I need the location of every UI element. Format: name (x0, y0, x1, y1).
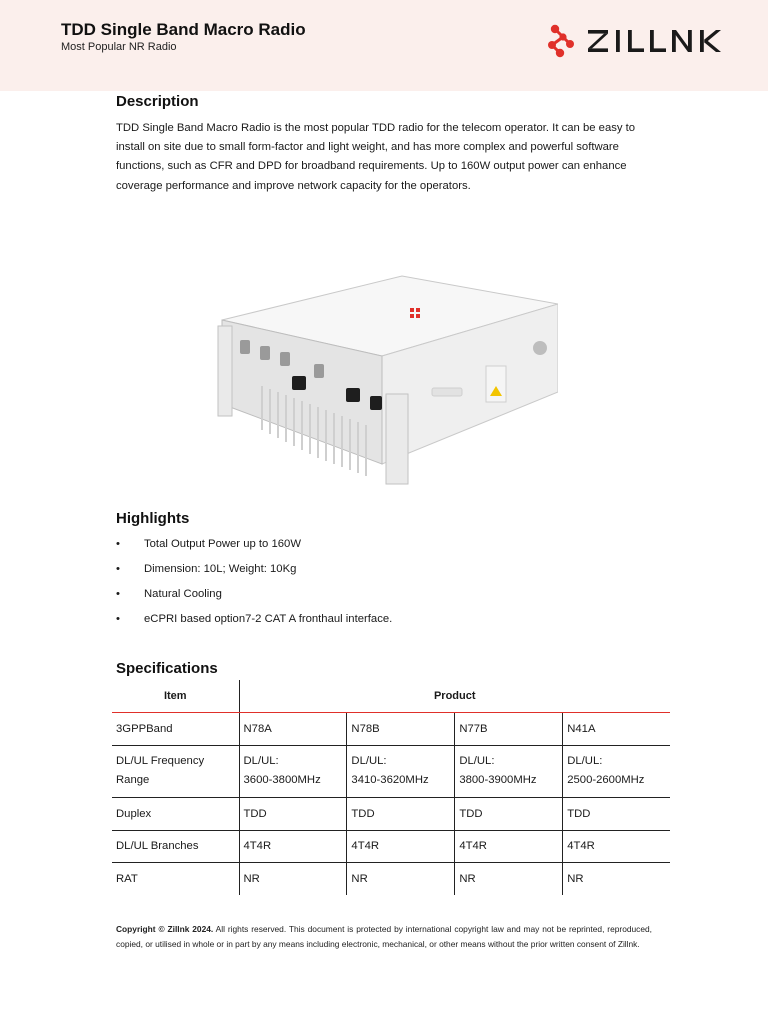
table-cell: 4T4R (239, 830, 347, 862)
description-text: TDD Single Band Macro Radio is the most popular TDD radio for the telecom operator. It can be easy to install on site due to small form-factor and light weight, and has more complex and powerful software functions, such as CFR and DPD for broadband requirements. Up to 160W output power can enhance coverage performance and improve network capacity for the operators. (116, 122, 636, 192)
table-row (112, 712, 670, 745)
table-cell: DL/UL: 2500-2600MHz (563, 745, 670, 797)
product-image (214, 268, 558, 490)
table-cell: DL/UL: 3410-3620MHz (347, 745, 455, 797)
table-cell: NR (239, 862, 347, 895)
table-cell: NR (455, 862, 563, 895)
copyright-notice (116, 922, 652, 952)
table-cell: N77B (455, 712, 563, 745)
table-cell: 4T4R (347, 830, 455, 862)
row-label: RAT (112, 862, 239, 895)
table-row (112, 830, 670, 862)
table-cell: TDD (563, 797, 670, 830)
highlights-list (116, 536, 636, 636)
copyright-text: All rights reserved. This document is protected by international copyright law and may not be reprinted, reproduced, copied, or utilised in whole or in part by any means including electronic, mechanical, or other means without the prior written consent of Zillnk. (116, 924, 652, 949)
table-cell: N78A (239, 712, 347, 745)
list-item: • eCPRI based option7-2 CAT A fronthaul interface. (116, 613, 393, 625)
table-cell: N41A (563, 712, 670, 745)
column-header-item: Item (112, 680, 239, 712)
table-cell: DL/UL: 3600-3800MHz (239, 745, 347, 797)
table-cell: NR (563, 862, 670, 895)
table-row (112, 745, 670, 797)
document-title: TDD Single Band Macro Radio (61, 20, 306, 39)
row-label: DL/UL Branches (112, 830, 239, 862)
document-subtitle: Most Popular NR Radio (61, 41, 177, 53)
table-cell: TDD (239, 797, 347, 830)
row-label: Duplex (112, 797, 239, 830)
row-label: DL/UL Frequency Range (112, 745, 239, 797)
list-item: • Dimension: 10L; Weight: 10Kg (116, 563, 297, 575)
header-band (0, 0, 768, 91)
logo-wordmark-icon (588, 30, 721, 52)
highlights-heading: Highlights (116, 510, 190, 527)
description-heading: Description (116, 93, 199, 110)
zillnk-logo (546, 22, 726, 60)
table-row (112, 797, 670, 830)
list-item: • Total Output Power up to 160W (116, 538, 301, 550)
table-cell: 4T4R (455, 830, 563, 862)
table-row (112, 862, 670, 895)
table-cell: NR (347, 862, 455, 895)
specifications-table (112, 680, 670, 895)
table-header-row (112, 680, 670, 712)
table-cell: DL/UL: 3800-3900MHz (455, 745, 563, 797)
specifications-heading: Specifications (116, 660, 218, 677)
table-cell: N78B (347, 712, 455, 745)
table-cell: TDD (455, 797, 563, 830)
table-cell: TDD (347, 797, 455, 830)
column-header-product: Product (239, 680, 670, 712)
copyright-bold: Copyright © Zillnk 2024. (116, 924, 214, 934)
row-label: 3GPPBand (116, 722, 173, 735)
table-cell: 4T4R (563, 830, 670, 862)
list-item: • Natural Cooling (116, 588, 222, 600)
logo-mark-icon (548, 25, 574, 57)
